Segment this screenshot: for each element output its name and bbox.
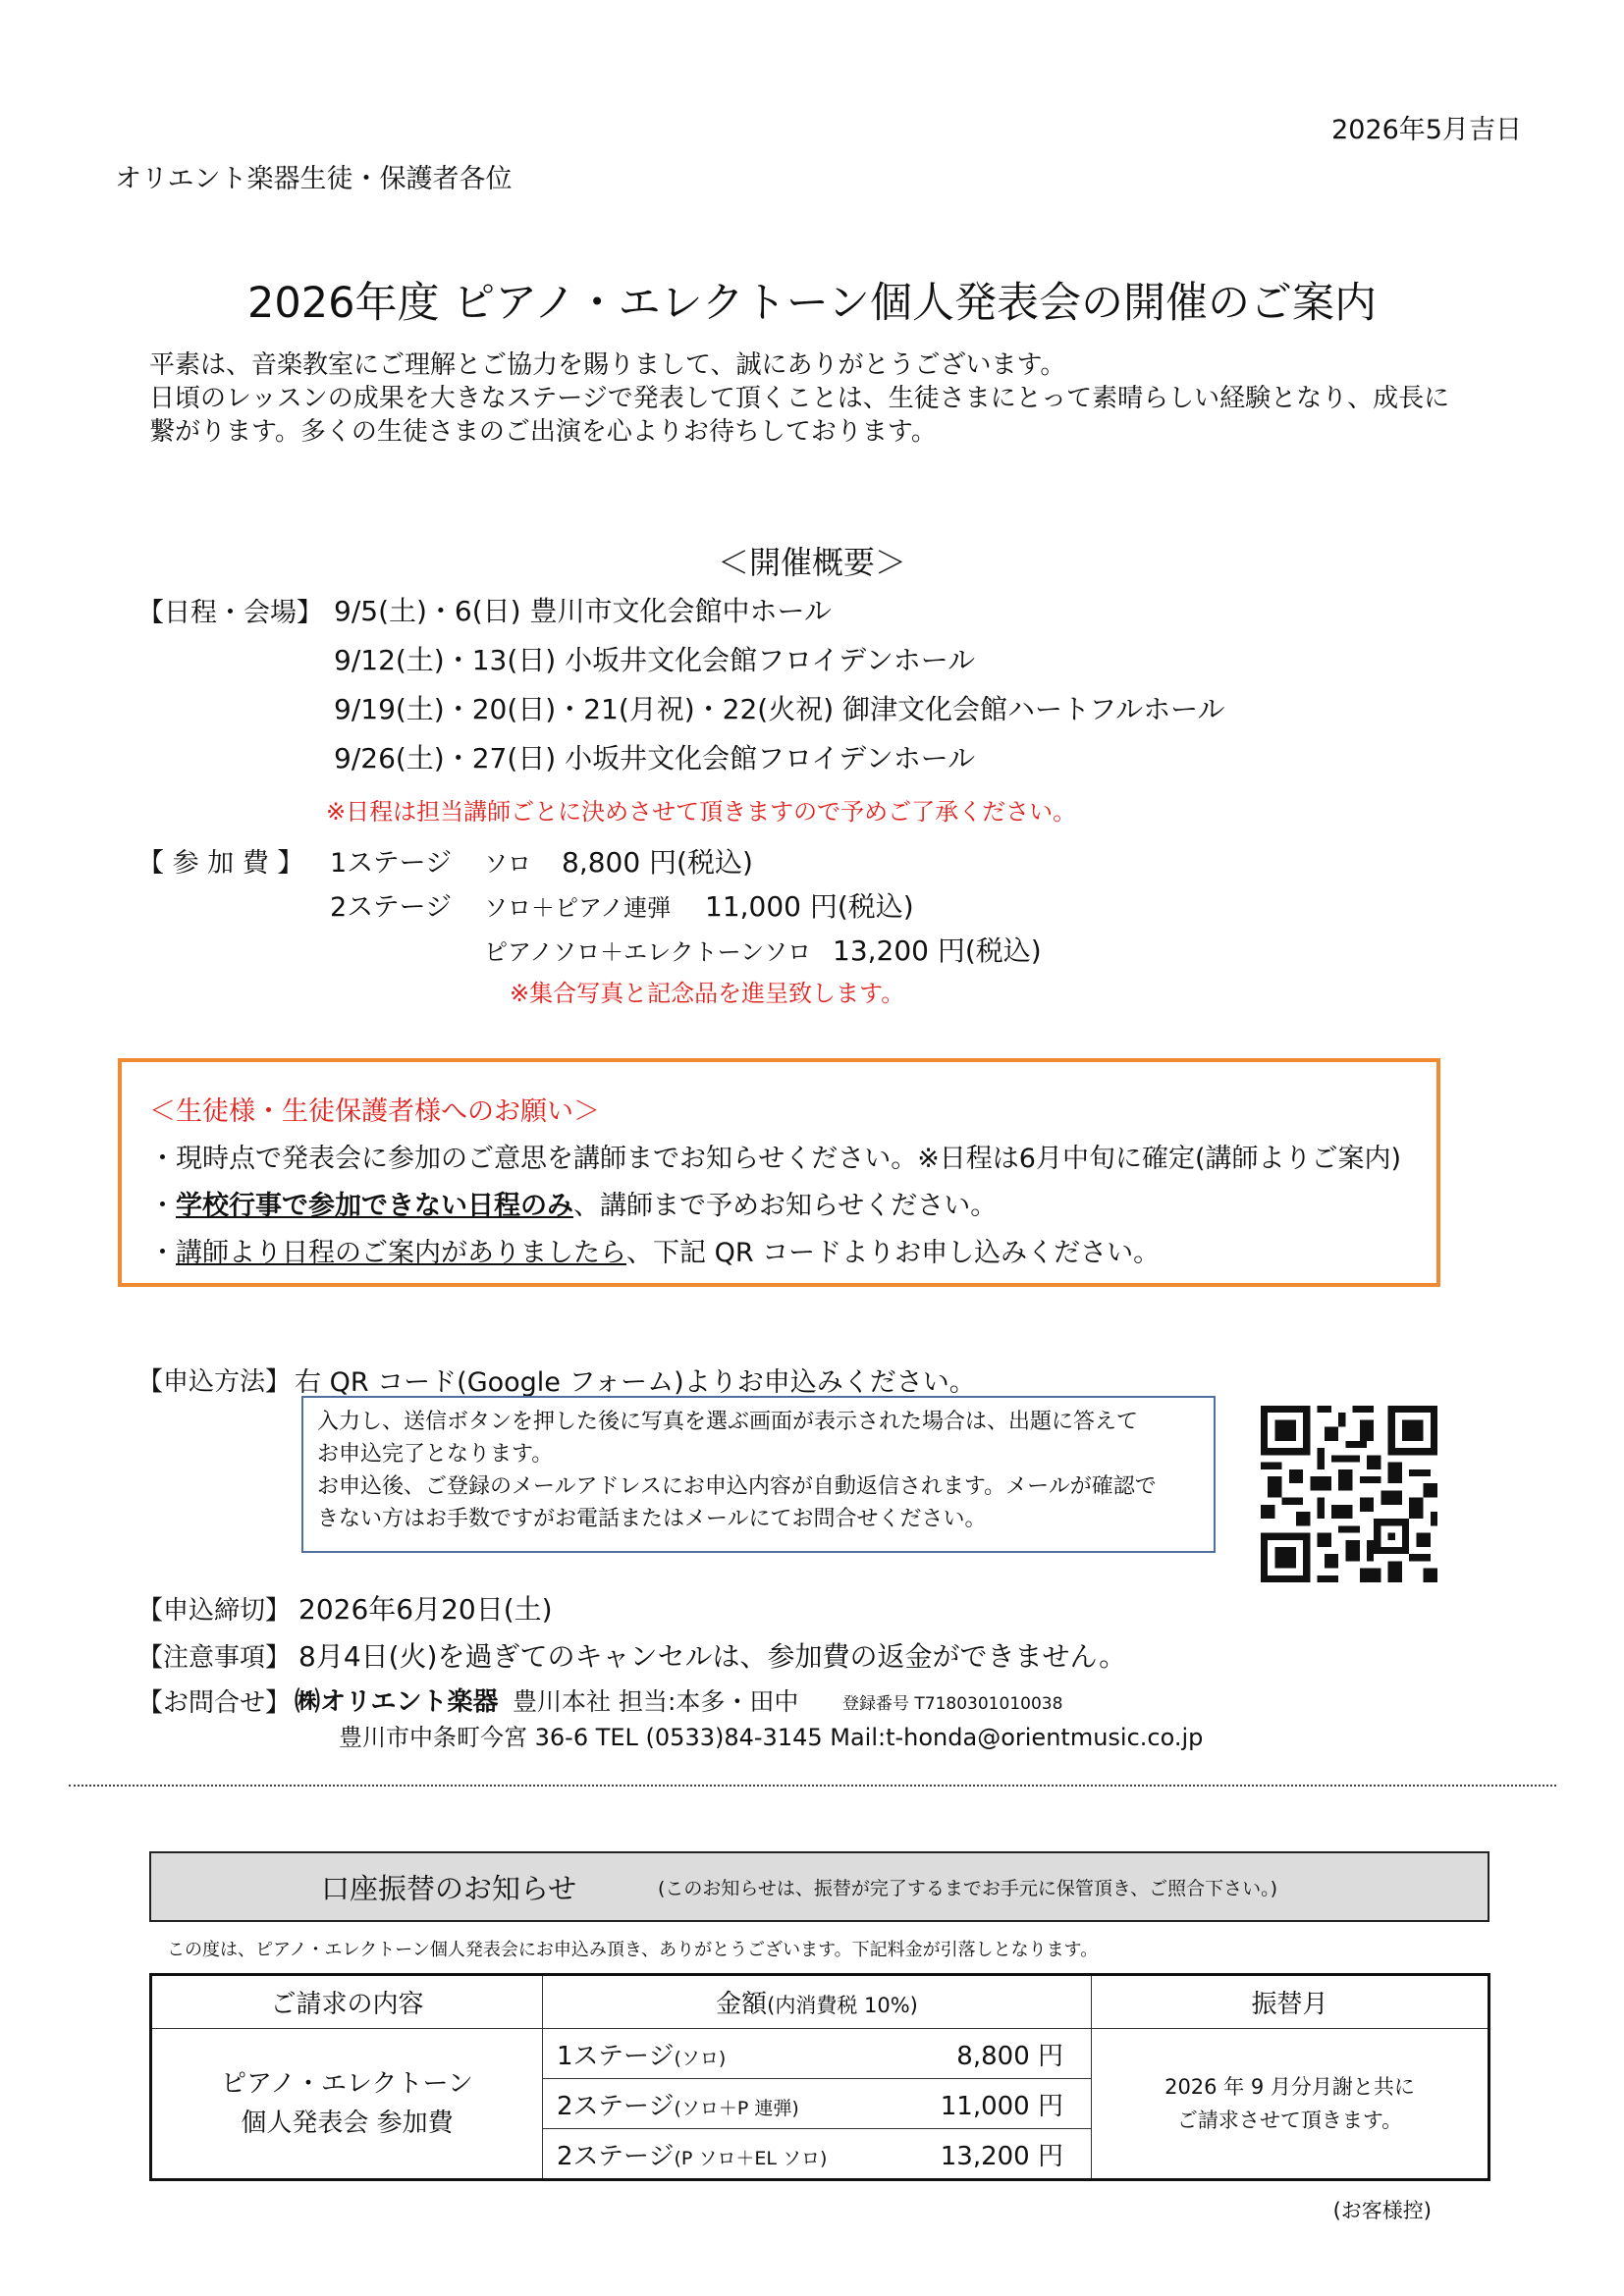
amount-cell <box>543 2029 1092 2180</box>
amount-stage <box>557 2086 799 2122</box>
header-amount-label: 金額 <box>716 1990 768 2019</box>
request-bullet: ・ <box>149 1191 176 1221</box>
qr-code-icon[interactable] <box>1261 1406 1437 1582</box>
addressee: オリエント楽器生徒・保護者各位 <box>115 164 513 194</box>
apply-note-line: きない方はお手数ですがお電話またはメールにてお問合せください。 <box>317 1507 987 1531</box>
request-heading: ＜生徒様・生徒保護者様へのお願い＞ <box>149 1096 600 1127</box>
transfer-subtitle: (このお知らせは、振替が完了するまでお手元に保管頂き、ご照合下さい。) <box>658 1878 1277 1899</box>
request-line <box>149 1184 997 1222</box>
apply-note-line: 入力し、送信ボタンを押した後に写真を選ぶ画面が表示された場合は、出題に答えて <box>317 1410 1139 1434</box>
transfer-notice-header <box>149 1851 1489 1922</box>
caution-value: 8月4日(火)を過ぎてのキャンセルは、参加費の返金ができません。 <box>298 1640 1127 1673</box>
table-header-row <box>151 1975 1489 2029</box>
copy-label: (お客様控) <box>1332 2199 1432 2222</box>
content-line: 個人発表会 参加費 <box>241 2109 454 2138</box>
contact-address: 豊川市中条町今宮 36-6 TEL (0533)84-3145 Mail:t-honda@orientmusic.co.jp <box>339 1724 1204 1751</box>
page-title: 2026年度 ピアノ・エレクトーン個人発表会の開催のご案内 <box>247 279 1377 328</box>
apply-note-line: お申込後、ご登録のメールアドレスにお申込内容が自動返信されます。メールが確認で <box>317 1474 1157 1499</box>
fee-amount: 8,800 円(税込) <box>562 846 753 879</box>
issue-date: 2026年5月吉日 <box>1331 115 1522 145</box>
contact-company: ㈱オリエント楽器 <box>295 1687 499 1717</box>
content-line: ピアノ・エレクトーン <box>221 2069 473 2099</box>
month-cell <box>1092 2029 1489 2180</box>
request-line: ・現時点で発表会に参加のご意思を講師までお知らせください。※日程は6月中旬に確定(講師よりご案内) <box>149 1144 1402 1174</box>
amount-stage <box>557 2136 827 2172</box>
request-text: 、講師まで予めお知らせください。 <box>573 1191 998 1221</box>
fee-type: ソロ＋ピアノ連弾 <box>484 894 672 922</box>
deadline-label: 【申込締切】 <box>137 1596 292 1626</box>
header-amount-sub: (内消費税 10%) <box>767 1994 918 2017</box>
stage-label: 2ステージ <box>557 2141 675 2171</box>
fee-stage: 2ステージ <box>330 892 453 923</box>
contact-label: 【お問合せ】 <box>137 1688 292 1718</box>
amount-stage <box>557 2036 726 2072</box>
registration-number: 登録番号 T7180301010038 <box>842 1694 1063 1714</box>
billing-table <box>149 1973 1490 2181</box>
contact-branch: 豊川本社 担当:本多・田中 <box>513 1687 799 1716</box>
overview-heading: ＜開催概要＞ <box>717 544 906 581</box>
month-line: 2026 年 9 月分月謝と共に <box>1164 2075 1415 2099</box>
amount-row <box>543 2128 1091 2178</box>
fee-stage: 1ステージ <box>330 848 453 879</box>
stage-sub: (ソロ＋P 連弾) <box>674 2097 799 2119</box>
apply-note-box <box>301 1396 1216 1553</box>
fee-type: ソロ <box>484 850 531 878</box>
header-month: 振替月 <box>1092 1975 1489 2029</box>
request-emphasis: 学校行事で参加できない日程のみ <box>176 1191 573 1221</box>
request-bullet: ・ <box>149 1238 176 1268</box>
transfer-thanks: この度は、ピアノ・エレクトーン個人発表会にお申込み頂き、ありがとうございます。下記料金が引落しとなります。 <box>167 1940 1099 1960</box>
deadline-value: 2026年6月20日(土) <box>298 1593 553 1626</box>
intro-line: 平素は、音楽教室にご理解とご協力を賜りまして、誠にありがとうございます。 <box>149 350 1066 380</box>
amount-row <box>543 2029 1091 2078</box>
table-row <box>151 2029 1489 2180</box>
request-box <box>118 1058 1440 1287</box>
schedule-item: 9/12(土)・13(日) 小坂井文化会館フロイデンホール <box>334 644 976 676</box>
cut-line <box>69 1785 1556 1787</box>
intro-paragraph <box>149 348 1485 449</box>
request-emphasis: 講師より日程のご案内がありましたら <box>176 1238 626 1268</box>
schedule-note: ※日程は担当講師ごとに決めさせて頂きますので予めご了承ください。 <box>326 798 1077 826</box>
amount-value: 8,800 円 <box>956 2041 1063 2071</box>
amount-value: 11,000 円 <box>940 2091 1063 2121</box>
schedule-item: 9/5(土)・6(日) 豊川市文化会館中ホール <box>334 595 832 627</box>
apply-label: 【申込方法】 <box>137 1367 292 1397</box>
stage-sub: (P ソロ＋EL ソロ) <box>674 2147 828 2169</box>
amount-row <box>543 2078 1091 2128</box>
request-text: 、下記 QR コードよりお申し込みください。 <box>626 1238 1161 1268</box>
schedule-item: 9/19(土)・20(日)・21(月祝)・22(火祝) 御津文化会館ハートフルホール <box>334 693 1225 725</box>
header-content: ご請求の内容 <box>151 1975 543 2029</box>
fee-amount: 13,200 円(税込) <box>833 934 1042 967</box>
stage-label: 2ステージ <box>557 2091 675 2121</box>
stage-label: 1ステージ <box>557 2041 675 2071</box>
fee-type: ピアノソロ＋エレクトーンソロ <box>484 938 812 966</box>
apply-text: 右 QR コード(Google フォーム)よりお申込みください。 <box>295 1367 976 1398</box>
stage-sub: (ソロ) <box>674 2047 727 2069</box>
request-line <box>149 1231 1160 1269</box>
schedule-label: 【日程・会場】 <box>137 598 323 628</box>
intro-line: 日頃のレッスンの成果を大きなステージで発表して頂くことは、生徒さまにとって素晴らしい経験となり、成長に <box>149 384 1450 413</box>
month-line: ご請求させて頂きます。 <box>1176 2109 1403 2132</box>
schedule-item: 9/26(土)・27(日) 小坂井文化会館フロイデンホール <box>334 742 976 774</box>
intro-line: 繋がります。多くの生徒さまのご出演を心よりお待ちしております。 <box>149 417 937 447</box>
apply-note-line: お申込完了となります。 <box>317 1442 554 1467</box>
amount-value: 13,200 円 <box>940 2141 1063 2171</box>
fee-note: ※集合写真と記念品を進呈致します。 <box>510 980 905 1007</box>
transfer-title: 口座振替のお知らせ <box>321 1872 577 1905</box>
fee-label: 【 参 加 費 】 <box>137 848 304 879</box>
fee-amount: 11,000 円(税込) <box>705 890 914 923</box>
header-amount <box>543 1975 1092 2029</box>
caution-label: 【注意事項】 <box>137 1643 292 1673</box>
content-cell <box>151 2029 543 2180</box>
